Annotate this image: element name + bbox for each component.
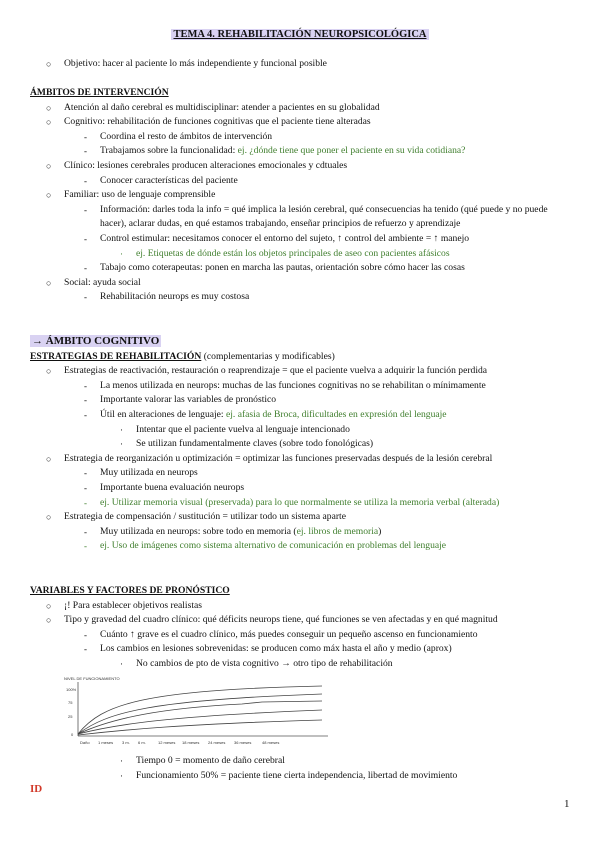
recovery-curve [78, 720, 322, 735]
dash-bullet-icon: - [84, 541, 87, 552]
subsection-heading: ESTRATEGIAS DE REHABILITACIÓN (complementarias y modificables) [30, 350, 335, 362]
graph-x-tick: 48 meses [262, 740, 280, 745]
list-item: · No cambios de pto de vista cognitivo → otro tipo de rehabilitación [30, 657, 575, 672]
page-number: 1 [564, 798, 570, 810]
list-item: - Tabajo como coterapeutas: ponen en marcha las pautas, orientación sobre cómo hacer las cosas [30, 261, 575, 276]
dash-bullet-icon: - [84, 482, 87, 493]
graph-x-tick: 3 m. [122, 740, 130, 745]
dash-bullet-icon: - [84, 204, 87, 215]
graph-x-tick: 36 meses [234, 740, 252, 745]
circle-bullet-icon: ○ [46, 512, 52, 523]
example-note: ej. ¿dónde tiene que poner el paciente en su vida cotidiana? [237, 145, 466, 157]
list-item: - Control estimular: necesitamos conocer el entorno del sujeto, ↑ control del ambiente = ↑ manejo [30, 232, 575, 247]
section-heading: ÁMBITOS DE INTERVENCIÓN [30, 87, 169, 98]
dash-bullet-icon: - [84, 468, 87, 479]
dash-bullet-icon: - [84, 395, 87, 406]
graph-y-tick: 75 [68, 700, 73, 705]
circle-bullet-icon: ○ [46, 366, 52, 377]
dash-bullet-icon: - [84, 629, 87, 640]
list-item: ○ Social: ayuda social [30, 276, 575, 291]
list-item: - Coordina el resto de ámbitos de intervención [30, 130, 575, 145]
circle-bullet-icon: ○ [46, 59, 52, 69]
list-item: ○ Familiar: uso de lenguaje comprensible [30, 188, 575, 203]
circle-bullet-icon: ○ [46, 117, 52, 128]
list-item: ○ Estrategia de compensación / sustitución = utilizar todo un sistema aparte [30, 510, 575, 525]
dot-bullet-icon: · [120, 439, 123, 450]
dash-bullet-icon: - [84, 131, 87, 142]
circle-bullet-icon: ○ [46, 600, 52, 611]
page-title: TEMA 4. REHABILITACIÓN NEUROPSICOLÓGICA [173, 29, 427, 40]
list-item: - La menos utilizada en neurops: muchas de las funciones cognitivas no se rehabilitan o mínimamente [30, 379, 575, 394]
dash-bullet-icon: - [84, 380, 87, 391]
list-item: - Información: darles toda la info = qué implica la lesión cerebral, qué consecuencias ha tenido (qué puede y no puede hacer), aclarar dudas, en qué estamos trabajando, enseñar principios de refuerzo y aprendizaje [84, 203, 548, 230]
list-item: ○ Objetivo: hacer al paciente lo más independiente y funcional posible [30, 57, 575, 72]
list-item: ○ Atención al daño cerebral es multidisciplinar: atender a pacientes en su globalidad [30, 101, 575, 116]
list-item: - ej. Uso de imágenes como sistema alternativo de comunicación en problemas del lenguaje [30, 539, 575, 554]
example-note: ej. libros de memoria [296, 525, 379, 537]
list-item: - Conocer características del paciente [30, 174, 575, 189]
objective-block [30, 57, 575, 72]
graph-x-tick: 6 m. [138, 740, 146, 745]
section-heading: VARIABLES Y FACTORES DE PRONÓSTICO [30, 585, 230, 596]
variables-section [30, 584, 575, 672]
dot-bullet-icon: · [120, 658, 123, 669]
graph-y-label: NIVEL DE FUNCIONAMIENTO [64, 676, 120, 681]
list-item: ○ Estrategia de reorganización u optimización = optimizar las funciones preservadas después de la lesión cerebral [30, 452, 575, 467]
list-item: - Muy utilizada en neurops: sobre todo en memoria (ej. libros de memoria) [30, 525, 575, 540]
list-item: - Cuánto ↑ grave es el cuadro clínico, más puedes conseguir un pequeño ascenso en funcionamiento [30, 628, 575, 643]
circle-bullet-icon: ○ [46, 453, 52, 464]
dash-bullet-icon: - [84, 146, 87, 157]
list-item: ○ Tipo y gravedad del cuadro clínico: qué déficits neurops tiene, qué funciones se ven afectadas y en qué magnitud [30, 613, 575, 628]
circle-bullet-icon: ○ [46, 615, 52, 626]
list-item: ○ ¡! Para establecer objetivos realistas [30, 599, 575, 614]
graph-x-tick: 24 meses [208, 740, 226, 745]
graph-notes [30, 754, 575, 783]
ambitos-section [30, 86, 575, 305]
recovery-curve [78, 694, 322, 734]
dash-bullet-icon: - [84, 233, 87, 244]
example-note: ej. afasia de Broca, dificultades en expresión del lenguaje [226, 408, 447, 420]
graph-y-tick: 0 [71, 732, 74, 737]
list-item: - Trabajamos sobre la funcionalidad: ej. ¿dónde tiene que poner el paciente en su vida cotidiana? [30, 144, 575, 159]
cognitivo-section [30, 334, 575, 554]
list-item: · Intentar que el paciente vuelva al lenguaje intencionado [30, 423, 575, 438]
list-item: · ej. Etiquetas de dónde están los objetos principales de aseo con pacientes afásicos [30, 247, 575, 262]
list-item: - Importante buena evaluación neurops [30, 481, 575, 496]
dot-bullet-icon: · [120, 248, 123, 259]
graph-y-tick: 25 [68, 714, 73, 719]
list-item: ○ Clínico: lesiones cerebrales producen alteraciones emocionales y cdtuales [30, 159, 575, 174]
recovery-curve [78, 701, 322, 734]
list-item: ○ Estrategias de reactivación, restauración o reaprendizaje = que el paciente vuelva a adquirir la función perdida [30, 364, 575, 379]
dash-bullet-icon: - [84, 497, 87, 508]
list-item: - ej. Utilizar memoria visual (preservada) para lo que normalmente se utiliza la memoria verbal (alterada) [30, 496, 575, 511]
graph-x-tick: Daño [80, 740, 90, 745]
dot-bullet-icon: · [120, 424, 123, 435]
circle-bullet-icon: ○ [46, 160, 52, 171]
dash-bullet-icon: - [84, 292, 87, 303]
dash-bullet-icon: - [84, 175, 87, 186]
graph-x-tick: 18 meses [182, 740, 200, 745]
list-item: - Rehabilitación neurops es muy costosa [30, 290, 575, 305]
graph-x-tick: 1 meses [98, 740, 114, 745]
section-heading: → ÁMBITO COGNITIVO [32, 335, 160, 347]
circle-bullet-icon: ○ [46, 190, 52, 201]
list-item: - Útil en alteraciones de lenguaje: ej. afasia de Broca, dificultades en expresión del lenguaje [30, 408, 575, 423]
graph-x-tick: 12 meses [158, 740, 176, 745]
list-item: - Los cambios en lesiones sobrevenidas: se producen como máx hasta el año y medio (aprox) [30, 642, 575, 657]
dash-bullet-icon: - [84, 644, 87, 655]
recovery-curve-figure [62, 674, 332, 752]
list-item: · Tiempo 0 = momento de daño cerebral [30, 754, 575, 769]
dash-bullet-icon: - [84, 526, 87, 537]
list-item: - Muy utilizada en neurops [30, 466, 575, 481]
dash-bullet-icon: - [84, 409, 87, 420]
dash-bullet-icon: - [84, 263, 87, 274]
dot-bullet-icon: · [120, 770, 123, 781]
dot-bullet-icon: · [120, 756, 123, 766]
list-item: - Importante valorar las variables de pronóstico [30, 393, 575, 408]
circle-bullet-icon: ○ [46, 277, 52, 288]
circle-bullet-icon: ○ [46, 102, 52, 113]
recovery-curve [78, 710, 322, 734]
list-item: ○ Cognitivo: rehabilitación de funciones cognitivas que el paciente tiene alteradas [30, 115, 575, 130]
list-item: · Se utilizan fundamentalmente claves (sobre todo fonológicas) [30, 437, 575, 452]
list-item: · Funcionamiento 50% = paciente tiene cierta independencia, libertad de movimiento [30, 769, 575, 784]
graph-y-tick: 100% [66, 687, 77, 692]
id-mark: ID [30, 783, 43, 795]
